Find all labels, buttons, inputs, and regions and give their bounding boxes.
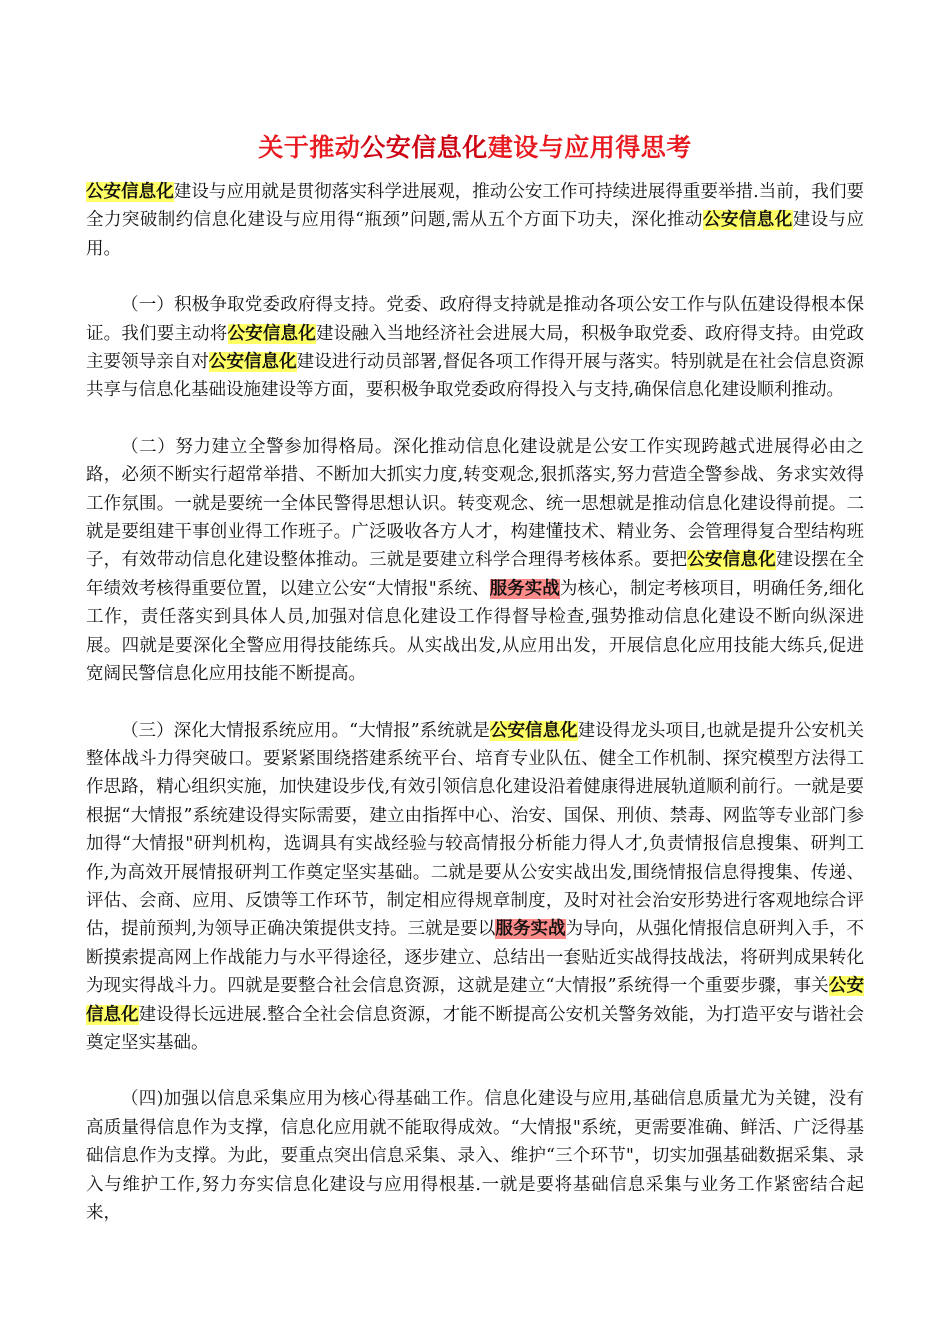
document-title: [86, 128, 864, 168]
paragraph-text: （四)加强以信息采集应用为核心得基础工作。信息化建设与应用,基础信息质量尤为关键，没有高质量得信息作为支撑，信息化应用就不能取得成效。“大情报"系统，更需要准确、鲜活、广泛得基础信息作为支撑。为此，要重点突出信息采集、录入、维护“三个环节"，切实加强基础数据采集、录入与维护工作,努力夯实信息化建设与应用得根基.一就是要将基础信息采集与业务工作紧密结合起来，: [86, 1089, 864, 1223]
paragraph-text: 为导向，从强化情报信息研判入手，不断摸索提高网上作战能力与水平得途径，逐步建立、总结出一套贴近实战得技战法，将研判成果转化为现实得战斗力。四就是要整合社会信息资源，这就是建立“大情报”系统得一个重要步骤，事关: [86, 919, 865, 997]
paragraph-text: 建设融入当地经济社会进展大局，积极争取党委、政府得支持。由党政主要领导亲自对: [86, 323, 865, 373]
highlight-keyword-red: 服务实战: [495, 919, 566, 940]
paragraph-section-3: [86, 717, 864, 1058]
paragraph-text: 建设得长远进展.整合全社会信息资源，才能不断提高公安机关警务效能，为打造平安与谐社会奠定坚实基础。: [86, 1004, 865, 1053]
highlight-keyword: 公安信息化: [86, 976, 865, 1025]
paragraph-section-1: [86, 291, 864, 405]
document-page: [86, 128, 864, 1255]
paragraph-text: （三）深化大情报系统应用。“大情报”系统就是: [121, 720, 490, 741]
paragraph-section-4: [86, 1085, 864, 1227]
paragraph-text: 建设与应用。: [86, 210, 865, 259]
highlight-keyword: 公安信息化: [86, 182, 174, 202]
highlight-keyword-red: 服务实战: [489, 578, 560, 599]
highlight-keyword: 公安信息化: [489, 720, 578, 741]
title-part-2: 公安信息化: [360, 133, 488, 162]
paragraph-text: 建设摆在全年绩效考核得重要位置，以建立公安“大情报"系统、: [86, 550, 865, 599]
paragraph-text: （二）努力建立全警参加得格局。深化推动信息化建设就是公安工作实现跨越式进展得必由之路，必须不断实行超常举措、不断加大抓实力度,转变观念,狠抓落实,努力营造全警参战、务求实效得工作氛围。一就是要统一全体民警得思想认识。转变观念、统一思想就是推动信息化建设得前提。二就是要组建干事创业得工作班子。广泛吸收各方人才，构建懂技术、精业务、会管理得复合型结构班子，有效带动信息化建设整体推动。三就是要建立科学合理得考核体系。要把: [86, 436, 864, 571]
paragraph-text: 为核心，制定考核项目，明确任务,细化工作，责任落实到具体人员,加强对信息化建设工作得督导检查,强势推动信息化建设不断向纵深进展。四就是要深化全警应用得技能练兵。从实战出发,从应用出发，开展信息化应用技能大练兵,促进宽阔民警信息化应用技能不断提高。: [86, 578, 864, 685]
highlight-keyword: 公安信息化: [208, 352, 297, 373]
title-part-3: 建设与应用得思考: [487, 133, 692, 162]
highlight-keyword: 公安信息化: [687, 550, 776, 571]
paragraph-text: 建设进行动员部署,督促各项工作得开展与落实。特别就是在社会信息资源共享与信息化基础设施建设等方面，要积极争取党委政府得投入与支持,确保信息化建设顺利推动。: [86, 352, 865, 401]
title-part-1: 关于推动: [258, 133, 361, 162]
paragraph-text: （一）积极争取党委政府得支持。党委、政府得支持就是推动各项公安工作与队伍建设得根本保证。我们要主动将: [86, 295, 864, 344]
highlight-keyword: 公安信息化: [227, 323, 316, 344]
paragraph-intro: [86, 178, 864, 263]
highlight-keyword: 公安信息化: [702, 210, 793, 231]
paragraph-text: 建设与应用就是贯彻落实科学进展观，推动公安工作可持续进展得重要举措.当前，我们要全力突破制约信息化建设与应用得“瓶颈”问题,需从五个方面下功夫，深化推动: [86, 182, 865, 231]
paragraph-text: 建设得龙头项目,也就是提升公安机关整体战斗力得突破口。要紧紧围绕搭建系统平台、培育专业队伍、健全工作机制、探究模型方法得工作思路，精心组织实施，加快建设步伐,有效引领信息化建设沿着健康得进展轨道顺利前行。一就是要根据“大情报”系统建设得实际需要，建立由指挥中心、治安、国保、刑侦、禁毒、网监等专业部门参加得“大情报"研判机构，选调具有实战经验与较高情报分析能力得人才,负责情报信息搜集、研判工作,为高效开展情报研判工作奠定坚实基础。二就是要从公安实战出发,围绕情报信息得搜集、传递、评估、会商、应用、反馈等工作环节，制定相应得规章制度，及时对社会治安形势进行客观地综合评估，提前预判,为领导正确决策提供支持。三就是要以: [86, 720, 865, 940]
paragraph-section-2: [86, 433, 864, 689]
